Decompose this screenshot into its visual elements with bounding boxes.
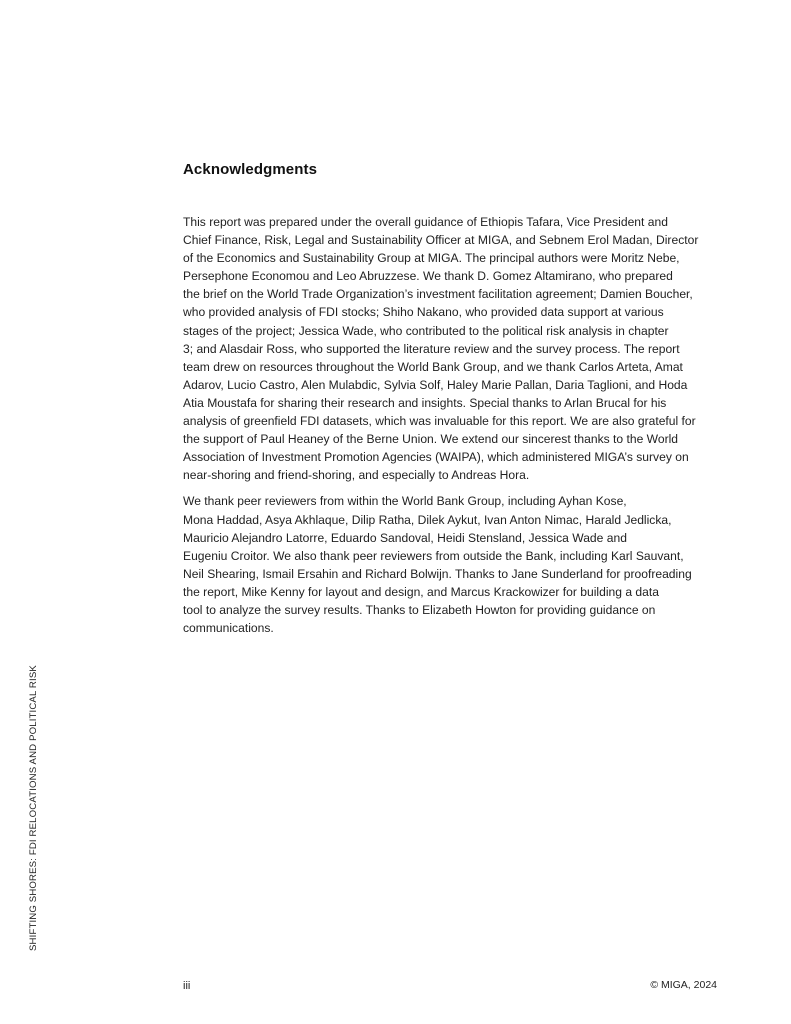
text-line: Atia Moustafa for sharing their research and insights. Special thanks to Arlan Brucal for his	[183, 395, 667, 410]
text-line: the brief on the World Trade Organization’s investment facilitation agreement; Damien Boucher,	[183, 287, 693, 302]
text-line: Adarov, Lucio Castro, Alen Mulabdic, Sylvia Solf, Haley Marie Pallan, Daria Taglioni, and Hoda	[183, 377, 688, 392]
page-number: iii	[183, 980, 191, 992]
text-line: Eugeniu Croitor. We also thank peer reviewers from outside the Bank, including Karl Sauvant,	[183, 548, 684, 563]
text-line: Chief Finance, Risk, Legal and Sustainability Officer at MIGA, and Sebnem Erol Madan, Director	[183, 233, 699, 248]
text-line: the support of Paul Heaney of the Berne Union. We extend our sincerest thanks to the World	[183, 432, 679, 447]
text-line: Persephone Economou and Leo Abruzzese. We thank D. Gomez Altamirano, who prepared	[183, 269, 673, 284]
text-line: team drew on resources throughout the World Bank Group, and we thank Carlos Arteta, Amat	[183, 359, 683, 374]
page-title: Acknowledgments	[183, 161, 318, 178]
text-line: This report was prepared under the overall guidance of Ethiopis Tafara, Vice President and	[183, 215, 668, 229]
text-line: analysis of greenfield FDI datasets, which was invaluable for this report. We are also grateful for	[183, 414, 696, 429]
text-line: the report, Mike Kenny for layout and design, and Marcus Krackowizer for building a data	[183, 584, 659, 599]
text-line: We thank peer reviewers from within the World Bank Group, including Ayhan Kose,	[183, 494, 627, 509]
text-line: 3; and Alasdair Ross, who supported the literature review and the survey process. The report	[183, 341, 680, 356]
text-line: communications.	[183, 621, 274, 636]
running-title-vertical: SHIFTING SHORES: FDI RELOCATIONS AND POLITICAL RISK	[28, 665, 39, 951]
text-line: Neil Shearing, Ismail Ersahin and Richard Bolwijn. Thanks to Jane Sunderland for proofreading	[183, 566, 692, 581]
copyright-notice: © MIGA, 2024	[650, 979, 717, 991]
paragraph-2	[183, 492, 713, 637]
text-line: tool to analyze the survey results. Thanks to Elizabeth Howton for providing guidance on	[183, 602, 656, 617]
text-line: Mauricio Alejandro Latorre, Eduardo Sandoval, Heidi Stensland, Jessica Wade and	[183, 530, 627, 545]
text-line: near-shoring and friend-shoring, and especially to Andreas Hora.	[183, 468, 530, 483]
acknowledgments-body	[183, 213, 713, 645]
text-line: Mona Haddad, Asya Akhlaque, Dilip Ratha, Dilek Aykut, Ivan Anton Nimac, Harald Jedlicka,	[183, 512, 672, 527]
text-line: who provided analysis of FDI stocks; Shiho Nakano, who provided data support at various	[183, 305, 664, 320]
text-line: stages of the project; Jessica Wade, who contributed to the political risk analysis in chapter	[183, 323, 669, 338]
text-line: Association of Investment Promotion Agencies (WAIPA), which administered MIGA’s survey on	[183, 450, 689, 465]
paragraph-1	[183, 213, 713, 484]
text-line: of the Economics and Sustainability Group at MIGA. The principal authors were Moritz Nebe,	[183, 251, 680, 266]
